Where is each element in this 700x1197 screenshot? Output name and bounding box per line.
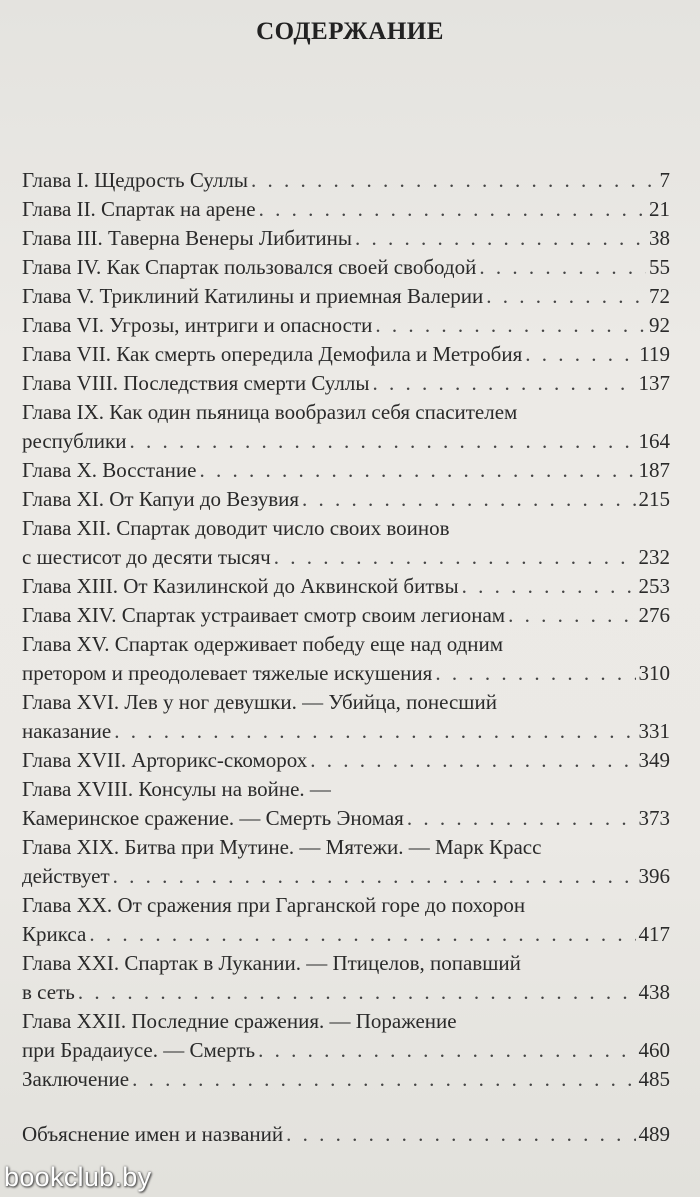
toc-entry-row xyxy=(22,601,670,630)
toc-entry-title-line: Глава XVIII. Консулы на войне. — xyxy=(22,777,331,801)
dot-leader xyxy=(375,311,646,340)
toc-entry-title-line: Глава XII. Спартак доводит число своих воинов xyxy=(22,516,450,540)
toc-entry-row xyxy=(22,282,670,311)
toc-entry-title-line: Глава XVI. Лев у ног девушки. — Убийца, понесший xyxy=(22,690,497,714)
dot-leader xyxy=(435,659,635,688)
dot-leader xyxy=(251,166,657,195)
toc-entry xyxy=(22,601,670,630)
toc-entry-title: Крикса xyxy=(22,922,87,946)
toc-page-number: 460 xyxy=(638,1038,670,1062)
toc-entry-row xyxy=(22,427,670,456)
toc-entry-title: Глава XI. От Капуи до Везувия xyxy=(22,487,300,511)
toc-page-number: 232 xyxy=(638,545,670,569)
dot-leader xyxy=(113,862,636,891)
toc-entry xyxy=(22,311,670,340)
toc-entry-title: наказание xyxy=(22,719,112,743)
toc-entry-title-line: Глава XXII. Последние сражения. — Поражение xyxy=(22,1009,457,1033)
toc-page-number: 137 xyxy=(638,371,670,395)
toc-entry-title: Глава VI. Угрозы, интриги и опасности xyxy=(22,313,373,337)
toc-entry xyxy=(22,891,670,949)
dot-leader xyxy=(372,369,635,398)
section-gap xyxy=(22,1094,670,1120)
toc-page-number: 253 xyxy=(638,574,670,598)
toc-entry xyxy=(22,1007,670,1065)
dot-leader xyxy=(129,427,635,456)
toc-entry-title: Глава II. Спартак на арене xyxy=(22,197,256,221)
toc-entry xyxy=(22,166,670,195)
toc-entry-row xyxy=(22,746,670,775)
dot-leader xyxy=(302,485,635,514)
dot-leader xyxy=(486,282,646,311)
toc-entry xyxy=(22,398,670,456)
dot-leader xyxy=(407,804,636,833)
toc-entry-title: Глава XIV. Спартак устраивает смотр своим легионам xyxy=(22,603,506,627)
toc-entry-title: Глава IV. Как Спартак пользовался своей свободой xyxy=(22,255,477,279)
toc-entry xyxy=(22,746,670,775)
toc-entry-title: республики xyxy=(22,429,127,453)
toc-page-number: 349 xyxy=(638,748,670,772)
toc-entry xyxy=(22,340,670,369)
dot-leader xyxy=(479,253,646,282)
toc-entry-title: действует xyxy=(22,864,110,888)
toc-page-number: 72 xyxy=(649,284,670,308)
toc-entry xyxy=(22,253,670,282)
toc-entry-row xyxy=(22,1065,670,1094)
toc-entry-title: Глава I. Щедрость Суллы xyxy=(22,168,248,192)
toc-entry xyxy=(22,224,670,253)
toc-page-number: 187 xyxy=(638,458,670,482)
toc-entry-row xyxy=(22,340,670,369)
toc-entry-row xyxy=(22,659,670,688)
toc-page-number: 489 xyxy=(638,1122,670,1146)
toc-page-number: 485 xyxy=(638,1067,670,1091)
dot-leader xyxy=(274,543,636,572)
dot-leader xyxy=(259,195,646,224)
toc-page-number: 164 xyxy=(638,429,670,453)
toc-page-number: 331 xyxy=(638,719,670,743)
toc-page-number: 276 xyxy=(638,603,670,627)
toc-appendix-entry xyxy=(22,1120,670,1149)
toc-entry-title: Камеринское сражение. — Смерть Эномая xyxy=(22,806,404,830)
toc-entry-row xyxy=(22,572,670,601)
toc-entry xyxy=(22,514,670,572)
dot-leader xyxy=(114,717,635,746)
toc-entry-row xyxy=(22,195,670,224)
toc-entry xyxy=(22,688,670,746)
toc-entry-title: с шестисот до десяти тысяч xyxy=(22,545,271,569)
toc-entry-title: Глава VII. Как смерть опередила Демофила и Метробия xyxy=(22,342,523,366)
toc-entry xyxy=(22,282,670,311)
toc-entry-row xyxy=(22,717,670,746)
toc-entry-title: Объяснение имен и названий xyxy=(22,1122,284,1146)
toc-entry-title: Глава VIII. Последствия смерти Суллы xyxy=(22,371,370,395)
toc-page-number: 417 xyxy=(638,922,670,946)
toc-entry xyxy=(22,949,670,1007)
toc-page-number: 92 xyxy=(649,313,670,337)
toc-entry-row xyxy=(22,543,670,572)
toc-page-number: 55 xyxy=(649,255,670,279)
toc-entry-title: претором и преодолевает тяжелые искушения xyxy=(22,661,433,685)
toc-entry-title: Глава V. Триклиний Катилины и приемная Валерии xyxy=(22,284,484,308)
toc-entry xyxy=(22,369,670,398)
toc-entry-row xyxy=(22,166,670,195)
toc-page-number: 215 xyxy=(638,487,670,511)
dot-leader xyxy=(89,920,635,949)
toc-entry xyxy=(22,630,670,688)
toc-entry-row xyxy=(22,862,670,891)
toc-entry-title: при Брадаиусе. — Смерть xyxy=(22,1038,256,1062)
toc-page-number: 310 xyxy=(638,661,670,685)
toc-page-number: 38 xyxy=(649,226,670,250)
dot-leader xyxy=(310,746,635,775)
dot-leader xyxy=(286,1120,635,1149)
dot-leader xyxy=(525,340,636,369)
toc-entry-title-line: Глава XXI. Спартак в Лукании. — Птицелов, попавший xyxy=(22,951,521,975)
dot-leader xyxy=(199,456,635,485)
toc-entry xyxy=(22,572,670,601)
toc-entry-title-line: Глава XV. Спартак одерживает победу еще над одним xyxy=(22,632,504,656)
dot-leader xyxy=(78,978,636,1007)
toc-entry xyxy=(22,456,670,485)
toc-entry-title: Глава III. Таверна Венеры Либитины xyxy=(22,226,353,250)
toc-entry-title-line: Глава XX. От сражения при Гарганской горе до похорон xyxy=(22,893,526,917)
toc-page-number: 119 xyxy=(639,342,670,366)
dot-leader xyxy=(132,1065,635,1094)
toc-entry xyxy=(22,833,670,891)
toc-page-number: 7 xyxy=(659,168,670,192)
toc-entry xyxy=(22,195,670,224)
dot-leader xyxy=(258,1036,635,1065)
toc-page-number: 396 xyxy=(638,864,670,888)
toc-entry xyxy=(22,485,670,514)
toc-entry-row xyxy=(22,369,670,398)
toc-page-number: 373 xyxy=(638,806,670,830)
toc-entry-title-line: Глава IX. Как один пьяница вообразил себя спасителем xyxy=(22,400,518,424)
toc-entry xyxy=(22,775,670,833)
dot-leader xyxy=(508,601,635,630)
page-title: СОДЕРЖАНИЕ xyxy=(256,18,444,45)
toc-entry-row xyxy=(22,920,670,949)
toc-entry-row xyxy=(22,311,670,340)
toc-entry-row xyxy=(22,253,670,282)
toc-entry-row xyxy=(22,1120,670,1149)
toc-page-number: 21 xyxy=(649,197,670,221)
toc-entry-title: Заключение xyxy=(22,1067,130,1091)
table-of-contents xyxy=(22,166,670,1149)
toc-page-number: 438 xyxy=(638,980,670,1004)
site-watermark: bookclub.by xyxy=(4,1162,152,1192)
toc-entry-title: Глава X. Восстание xyxy=(22,458,197,482)
toc-entry-title: в сеть xyxy=(22,980,75,1004)
toc-entry-row xyxy=(22,485,670,514)
toc-entry xyxy=(22,1065,670,1094)
toc-entry-row xyxy=(22,456,670,485)
toc-entry-title: Глава XVII. Арторикс-скоморох xyxy=(22,748,308,772)
toc-entry-row xyxy=(22,1036,670,1065)
dot-leader xyxy=(355,224,646,253)
toc-entry-title: Глава XIII. От Казилинской до Аквинской битвы xyxy=(22,574,459,598)
toc-entry-row xyxy=(22,224,670,253)
toc-entry-row xyxy=(22,804,670,833)
toc-entry-title-line: Глава XIX. Битва при Мутине. — Мятежи. — Марк Красс xyxy=(22,835,542,859)
dot-leader xyxy=(462,572,636,601)
toc-entry-row xyxy=(22,978,670,1007)
